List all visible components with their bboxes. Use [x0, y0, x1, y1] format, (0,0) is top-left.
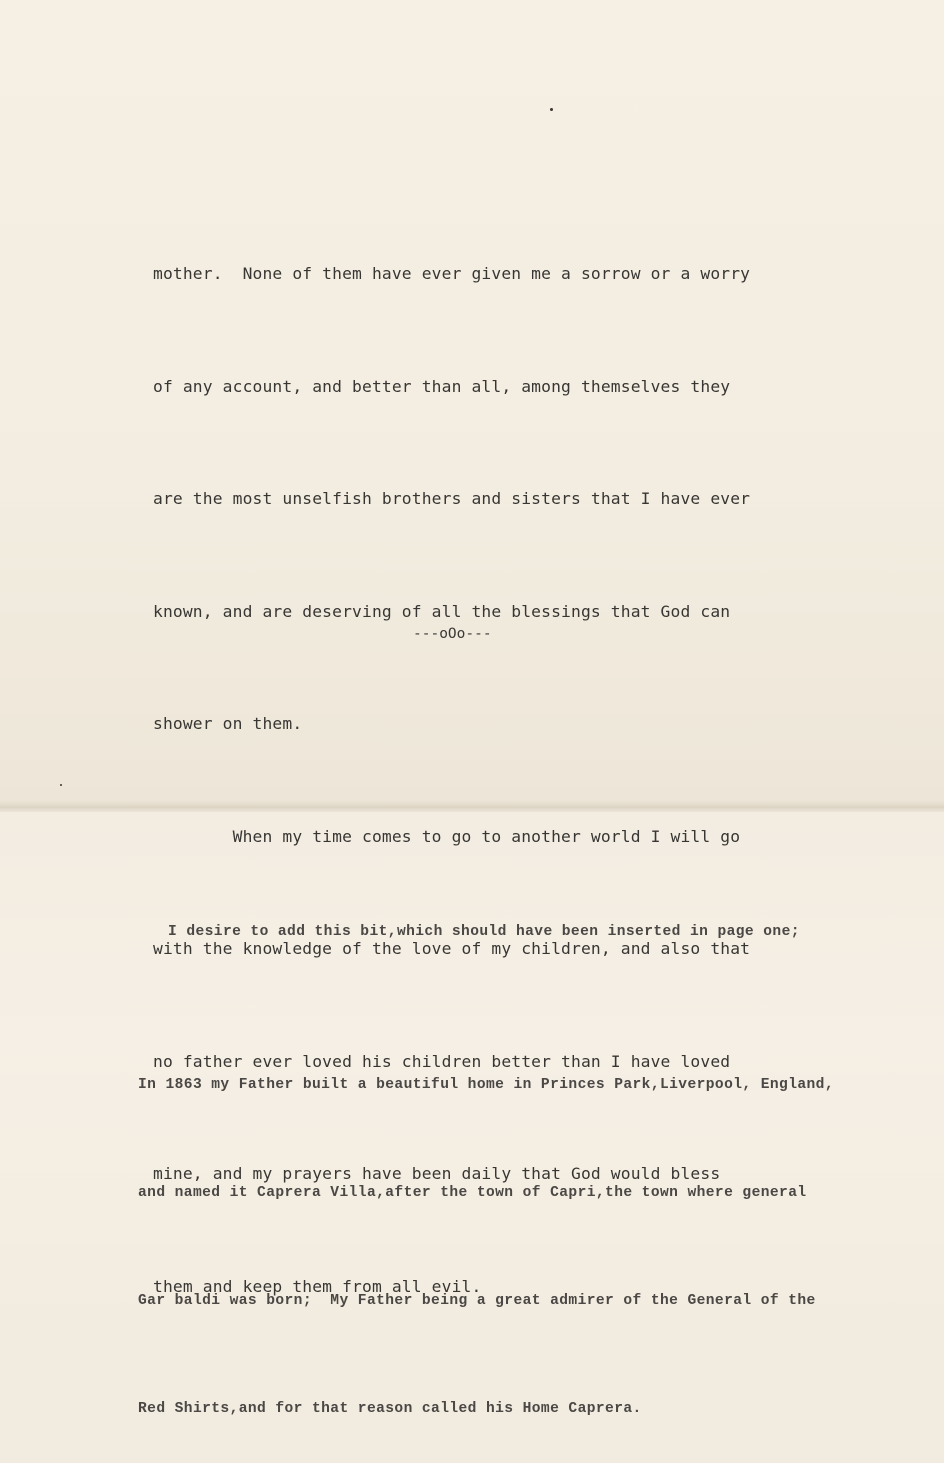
memoir-line: are the most unselfish brothers and sisters that I have ever	[153, 489, 751, 508]
memoir-line: no father ever loved his children better than I have loved	[153, 1051, 731, 1071]
memoir-line: mother. None of them have ever given me a sorrow or a worry	[153, 264, 751, 283]
memoir-line: known, and are deserving of all the blessings that God can	[153, 601, 731, 621]
addendum-line: In 1863 my Father built a beautiful home in Princes Park,Liverpool, England,	[138, 1077, 834, 1093]
paper-speck	[550, 108, 553, 111]
memoir-line: shower on them.	[153, 714, 303, 733]
addendum-line: and named it Caprera Villa,after the town of Capri,the town where general	[138, 1185, 807, 1201]
memoir-line: of any account, and better than all, among themselves they	[153, 376, 731, 396]
addendum-line: Gar baldi was born; My Father being a great admirer of the General of the	[138, 1293, 816, 1309]
paper-speck	[60, 784, 62, 786]
addendum-paragraph	[138, 995, 834, 1463]
addendum-intro: I desire to add this bit,which should have been inserted in page one;	[168, 924, 800, 940]
memoir-line: with the knowledge of the love of my children, and also that	[153, 939, 751, 958]
memoir-line: them and keep them from all evil.	[153, 1276, 482, 1296]
section-separator: ---oOo---	[413, 626, 492, 642]
addendum-line: Red Shirts,and for that reason called his Home Caprera.	[138, 1401, 642, 1417]
memoir-line: When my time comes to go to another world I will go	[153, 826, 741, 846]
memoir-line: mine, and my prayers have been daily that God would bless	[153, 1164, 721, 1183]
